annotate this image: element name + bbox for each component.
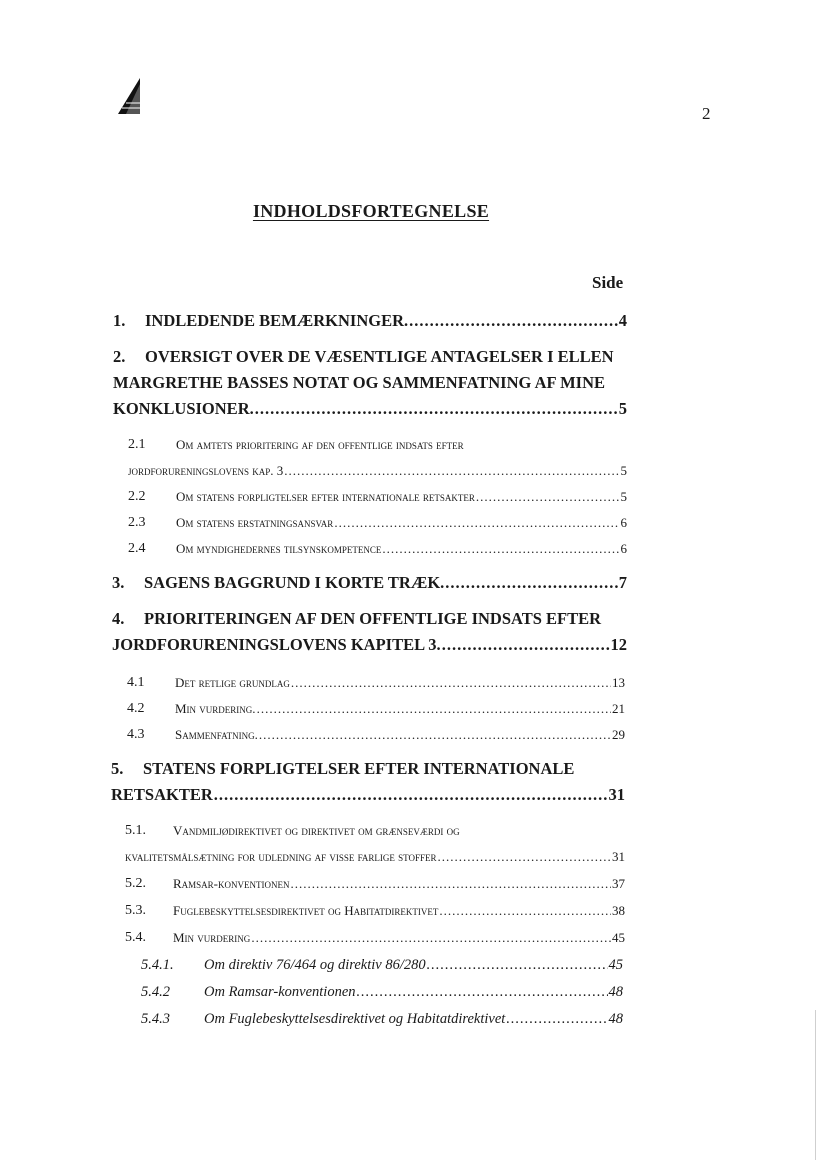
entry-page: 45 <box>612 930 625 945</box>
scan-edge-line <box>815 1010 816 1160</box>
entry-page: 5 <box>618 399 627 418</box>
entry-page: 12 <box>610 635 627 654</box>
entry-page: 37 <box>612 876 625 891</box>
toc-entry-4-1[interactable] <box>127 670 625 696</box>
entry-page: 29 <box>612 727 625 742</box>
dot-leader <box>251 925 611 951</box>
entry-number: 5.3. <box>125 903 146 918</box>
entry-title: INDLEDENDE BEMÆRKNINGER. <box>145 311 409 330</box>
entry-title: Om direktiv 76/464 og direktiv 86/280 <box>204 957 426 973</box>
entry-title-line1: OVERSIGT OVER DE VÆSENTLIGE ANTAGELSER I ELLEN <box>145 347 614 366</box>
entry-title: Om myndighedernes tilsynskompetence <box>176 541 382 556</box>
entry-page: 5 <box>620 463 627 478</box>
entry-number: 4.2 <box>127 701 145 716</box>
entry-title-line1: STATENS FORPLIGTELSER EFTER INTERNATIONALE <box>143 759 575 778</box>
dot-leader <box>382 536 619 562</box>
toc-entry-2-1-cont[interactable] <box>128 458 627 484</box>
toc-entry-4-2[interactable] <box>127 696 625 722</box>
entry-page: 31 <box>612 849 625 864</box>
entry-number: 3. <box>112 573 125 592</box>
toc-entry-5-1-cont[interactable] <box>125 844 625 870</box>
dot-leader <box>259 722 611 748</box>
entry-title-line1: Vandmiljødirektivet og direktivet om grænseværdi og <box>173 823 460 838</box>
entry-title-line1: Om amtets prioritering af den offentlige indsats efter <box>176 437 464 452</box>
entry-number: 2. <box>113 347 126 366</box>
dot-leader <box>476 484 620 510</box>
entry-title: SAGENS BAGGRUND I KORTE TRÆK. <box>144 573 445 592</box>
dot-leader <box>214 785 608 805</box>
toc-entry-5-4-1[interactable] <box>141 952 623 978</box>
toc-entry-5-4[interactable] <box>125 925 625 951</box>
page-number: 2 <box>702 104 711 123</box>
entry-number: 4. <box>112 609 125 628</box>
dot-leader <box>442 635 610 655</box>
dot-leader <box>427 952 608 978</box>
entry-page: 6 <box>620 515 627 530</box>
entry-number: 5.2. <box>125 876 146 891</box>
entry-page: 4 <box>618 311 627 330</box>
toc-entry-5-4-2[interactable] <box>141 979 623 1005</box>
entry-number: 5.4.1. <box>141 957 174 973</box>
logo-triangle-icon <box>116 78 142 116</box>
entry-title: Om Ramsar-konventionen <box>204 984 356 1000</box>
toc-entry-5[interactable] <box>111 759 625 811</box>
entry-number: 2.3 <box>128 515 146 530</box>
entry-title: Om statens erstatningsansvar <box>176 515 334 530</box>
toc-entry-2-2[interactable] <box>128 484 627 510</box>
toc-entry-3[interactable] <box>112 573 627 599</box>
dot-leader <box>439 898 611 924</box>
entry-title: Det retlige grundlag <box>175 675 290 690</box>
dot-leader <box>255 399 618 419</box>
entry-number: 2.1 <box>128 437 146 452</box>
dot-leader <box>334 510 619 536</box>
entry-page: 48 <box>608 984 623 1000</box>
entry-page: 6 <box>620 541 627 556</box>
dot-leader <box>438 844 611 870</box>
entry-title: Min vurdering. <box>175 701 256 716</box>
entry-page: 7 <box>618 573 627 592</box>
toc-title: INDHOLDSFORTEGNELSE <box>252 201 490 221</box>
entry-title-line2: JORDFORURENINGSLOVENS KAPITEL 3. <box>112 635 441 654</box>
toc-entry-5-4-3[interactable] <box>141 1006 623 1032</box>
entry-page: 31 <box>608 785 625 804</box>
entry-number: 4.3 <box>127 727 145 742</box>
entry-number: 1. <box>113 311 126 330</box>
entry-title: Sammenfatning. <box>175 727 258 742</box>
entry-number: 5.1. <box>125 823 146 838</box>
toc-entry-1[interactable] <box>113 311 627 337</box>
dot-leader <box>284 458 619 484</box>
toc-entry-2-4[interactable] <box>128 536 627 562</box>
toc-entry-5-1[interactable] <box>125 818 625 844</box>
dot-leader <box>357 979 608 1005</box>
entry-number: 5. <box>111 759 124 778</box>
toc-entry-2-1[interactable] <box>128 432 627 458</box>
entry-page: 5 <box>620 489 627 504</box>
toc-entry-5-3[interactable] <box>125 898 625 924</box>
dot-leader <box>506 1006 607 1032</box>
entry-number: 5.4. <box>125 930 146 945</box>
toc-entry-5-2[interactable] <box>125 871 625 897</box>
entry-number: 4.1 <box>127 675 145 690</box>
entry-title-line2: kvalitetsmålsætning for udledning af visse farlige stoffer <box>125 849 437 864</box>
entry-title: Om Fuglebeskyttelsesdirektivet og Habitatdirektivet <box>204 1011 506 1027</box>
entry-title: Fuglebeskyttelsesdirektivet og Habitatdirektivet <box>173 903 439 918</box>
entry-number: 5.4.2 <box>141 984 170 1000</box>
entry-page: 38 <box>612 903 625 918</box>
entry-page: 45 <box>608 957 623 973</box>
entry-title: Om statens forpligtelser efter internationale retsakter <box>176 489 475 504</box>
entry-number: 2.4 <box>128 541 146 556</box>
toc-entry-4-3[interactable] <box>127 722 625 748</box>
dot-leader <box>291 871 612 897</box>
entry-title: Ramsar-konventionen <box>173 876 290 891</box>
entry-page: 13 <box>612 675 625 690</box>
entry-title-line1: PRIORITERINGEN AF DEN OFFENTLIGE INDSATS EFTER <box>144 609 602 628</box>
dot-leader <box>409 311 618 331</box>
entry-number: 5.4.3 <box>141 1011 170 1027</box>
entry-title-line3: KONKLUSIONER. <box>113 399 254 418</box>
entry-title-line2: MARGRETHE BASSES NOTAT OG SAMMENFATNING AF MINE <box>113 373 605 392</box>
side-column-label: Side <box>592 273 624 292</box>
entry-title: Min vurdering <box>173 930 251 945</box>
toc-entry-4[interactable] <box>112 609 627 661</box>
toc-entry-2-3[interactable] <box>128 510 627 536</box>
dot-leader <box>445 573 617 593</box>
entry-number: 2.2 <box>128 489 146 504</box>
entry-page: 48 <box>608 1011 623 1027</box>
entry-title-line2: jordforureningslovens kap. 3 <box>128 463 284 478</box>
toc-entry-2[interactable] <box>113 347 627 425</box>
entry-page: 21 <box>612 701 625 716</box>
entry-title-line2: RETSAKTER <box>111 785 213 804</box>
dot-leader <box>257 696 611 722</box>
dot-leader <box>291 670 611 696</box>
